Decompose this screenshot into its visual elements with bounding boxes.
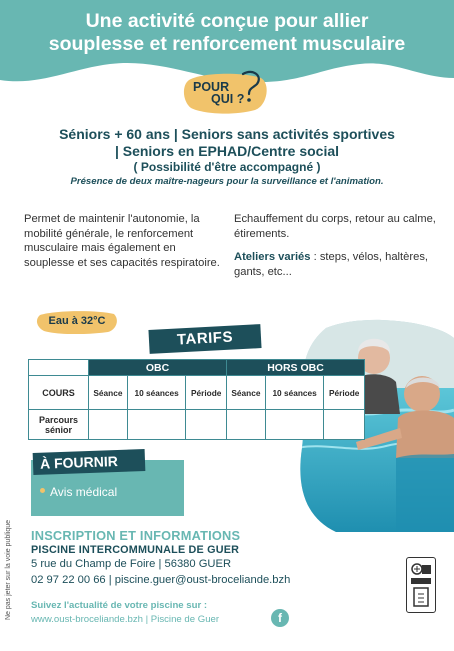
column-header: Période: [186, 376, 227, 410]
target-line-3: ( Possibilité d'être accompagné ): [133, 160, 321, 174]
table-row: [29, 410, 365, 440]
pool-address: 5 rue du Champ de Foire | 56380 GUER: [31, 558, 232, 570]
ateliers-text: [234, 250, 439, 279]
target-audience: [20, 126, 434, 189]
table-cell: [226, 410, 265, 440]
pool-name: PISCINE INTERCOMMUNALE DE GUER: [31, 544, 240, 556]
column-header: Séance: [226, 376, 265, 410]
description-right: [234, 212, 439, 279]
vertical-note: Ne pas jeter sur la voie publique: [5, 519, 12, 620]
column-header: 10 séances: [265, 376, 324, 410]
tarifs-label: TARIFS: [148, 324, 261, 354]
description-right-intro: Echauffement du corps, retour au calme, étirements.: [234, 213, 436, 240]
pool-contact: 02 97 22 00 66 | piscine.guer@oust-broceliande.bzh: [31, 574, 291, 586]
target-line-1: Séniors + 60 ans | Seniors sans activités sportives: [59, 126, 395, 142]
table-cell: [89, 410, 128, 440]
table-header-row: [29, 376, 365, 410]
water-temperature-badge: [36, 310, 118, 334]
column-header: 10 séances: [127, 376, 186, 410]
fournir-label: À FOURNIR: [33, 449, 146, 475]
follow-links[interactable]: www.oust-broceliande.bzh | Piscine de Guer: [31, 614, 220, 625]
table-corner-cell: [29, 360, 89, 376]
badge-line-1: POUR: [193, 80, 230, 94]
table-cell: [186, 410, 227, 440]
row-header-cours: COURS: [29, 376, 89, 410]
title-line-1: Une activité conçue pour allier: [85, 10, 369, 32]
target-line-2: | Seniors en EPHAD/Centre social: [114, 143, 340, 159]
pour-qui-text: [193, 81, 244, 105]
facebook-icon[interactable]: f: [271, 609, 289, 627]
table-cell: [265, 410, 324, 440]
group-header-hors-obc: HORS OBC: [226, 360, 364, 376]
group-header-obc: OBC: [89, 360, 227, 376]
page-title: [0, 10, 454, 56]
fournir-item: Avis médical: [50, 485, 118, 499]
column-header: Période: [324, 376, 365, 410]
prospectus-logo: [406, 557, 436, 613]
inscription-title: INSCRIPTION ET INFORMATIONS: [31, 528, 241, 543]
table-cell: [127, 410, 186, 440]
follow-text: Suivez l'actualité de votre piscine sur :: [31, 600, 208, 611]
table-group-row: [29, 360, 365, 376]
bullet-icon: [40, 488, 45, 493]
ateliers-label: Ateliers variés: [234, 251, 311, 264]
pour-qui-badge: [183, 70, 271, 116]
column-header: Séance: [89, 376, 128, 410]
badge-line-2: QUI ?: [211, 92, 245, 106]
title-line-2: souplesse et renforcement musculaire: [48, 33, 406, 55]
row-label-parcours-senior: Parcours sénior: [29, 410, 89, 440]
description-left: Permet de maintenir l'autonomie, la mobilité générale, le renforcement musculaire mais également en souplesse et ses capacités respiratoire.: [24, 213, 220, 269]
target-note: Présence de deux maître-nageurs pour la surveillance et l'animation.: [70, 176, 384, 187]
table-cell: [324, 410, 365, 440]
rates-table: [28, 359, 365, 440]
ateliers-list: : steps, vélos, haltères, gants, etc...: [234, 251, 429, 278]
water-temperature-text: Eau à 32°C: [48, 315, 106, 327]
